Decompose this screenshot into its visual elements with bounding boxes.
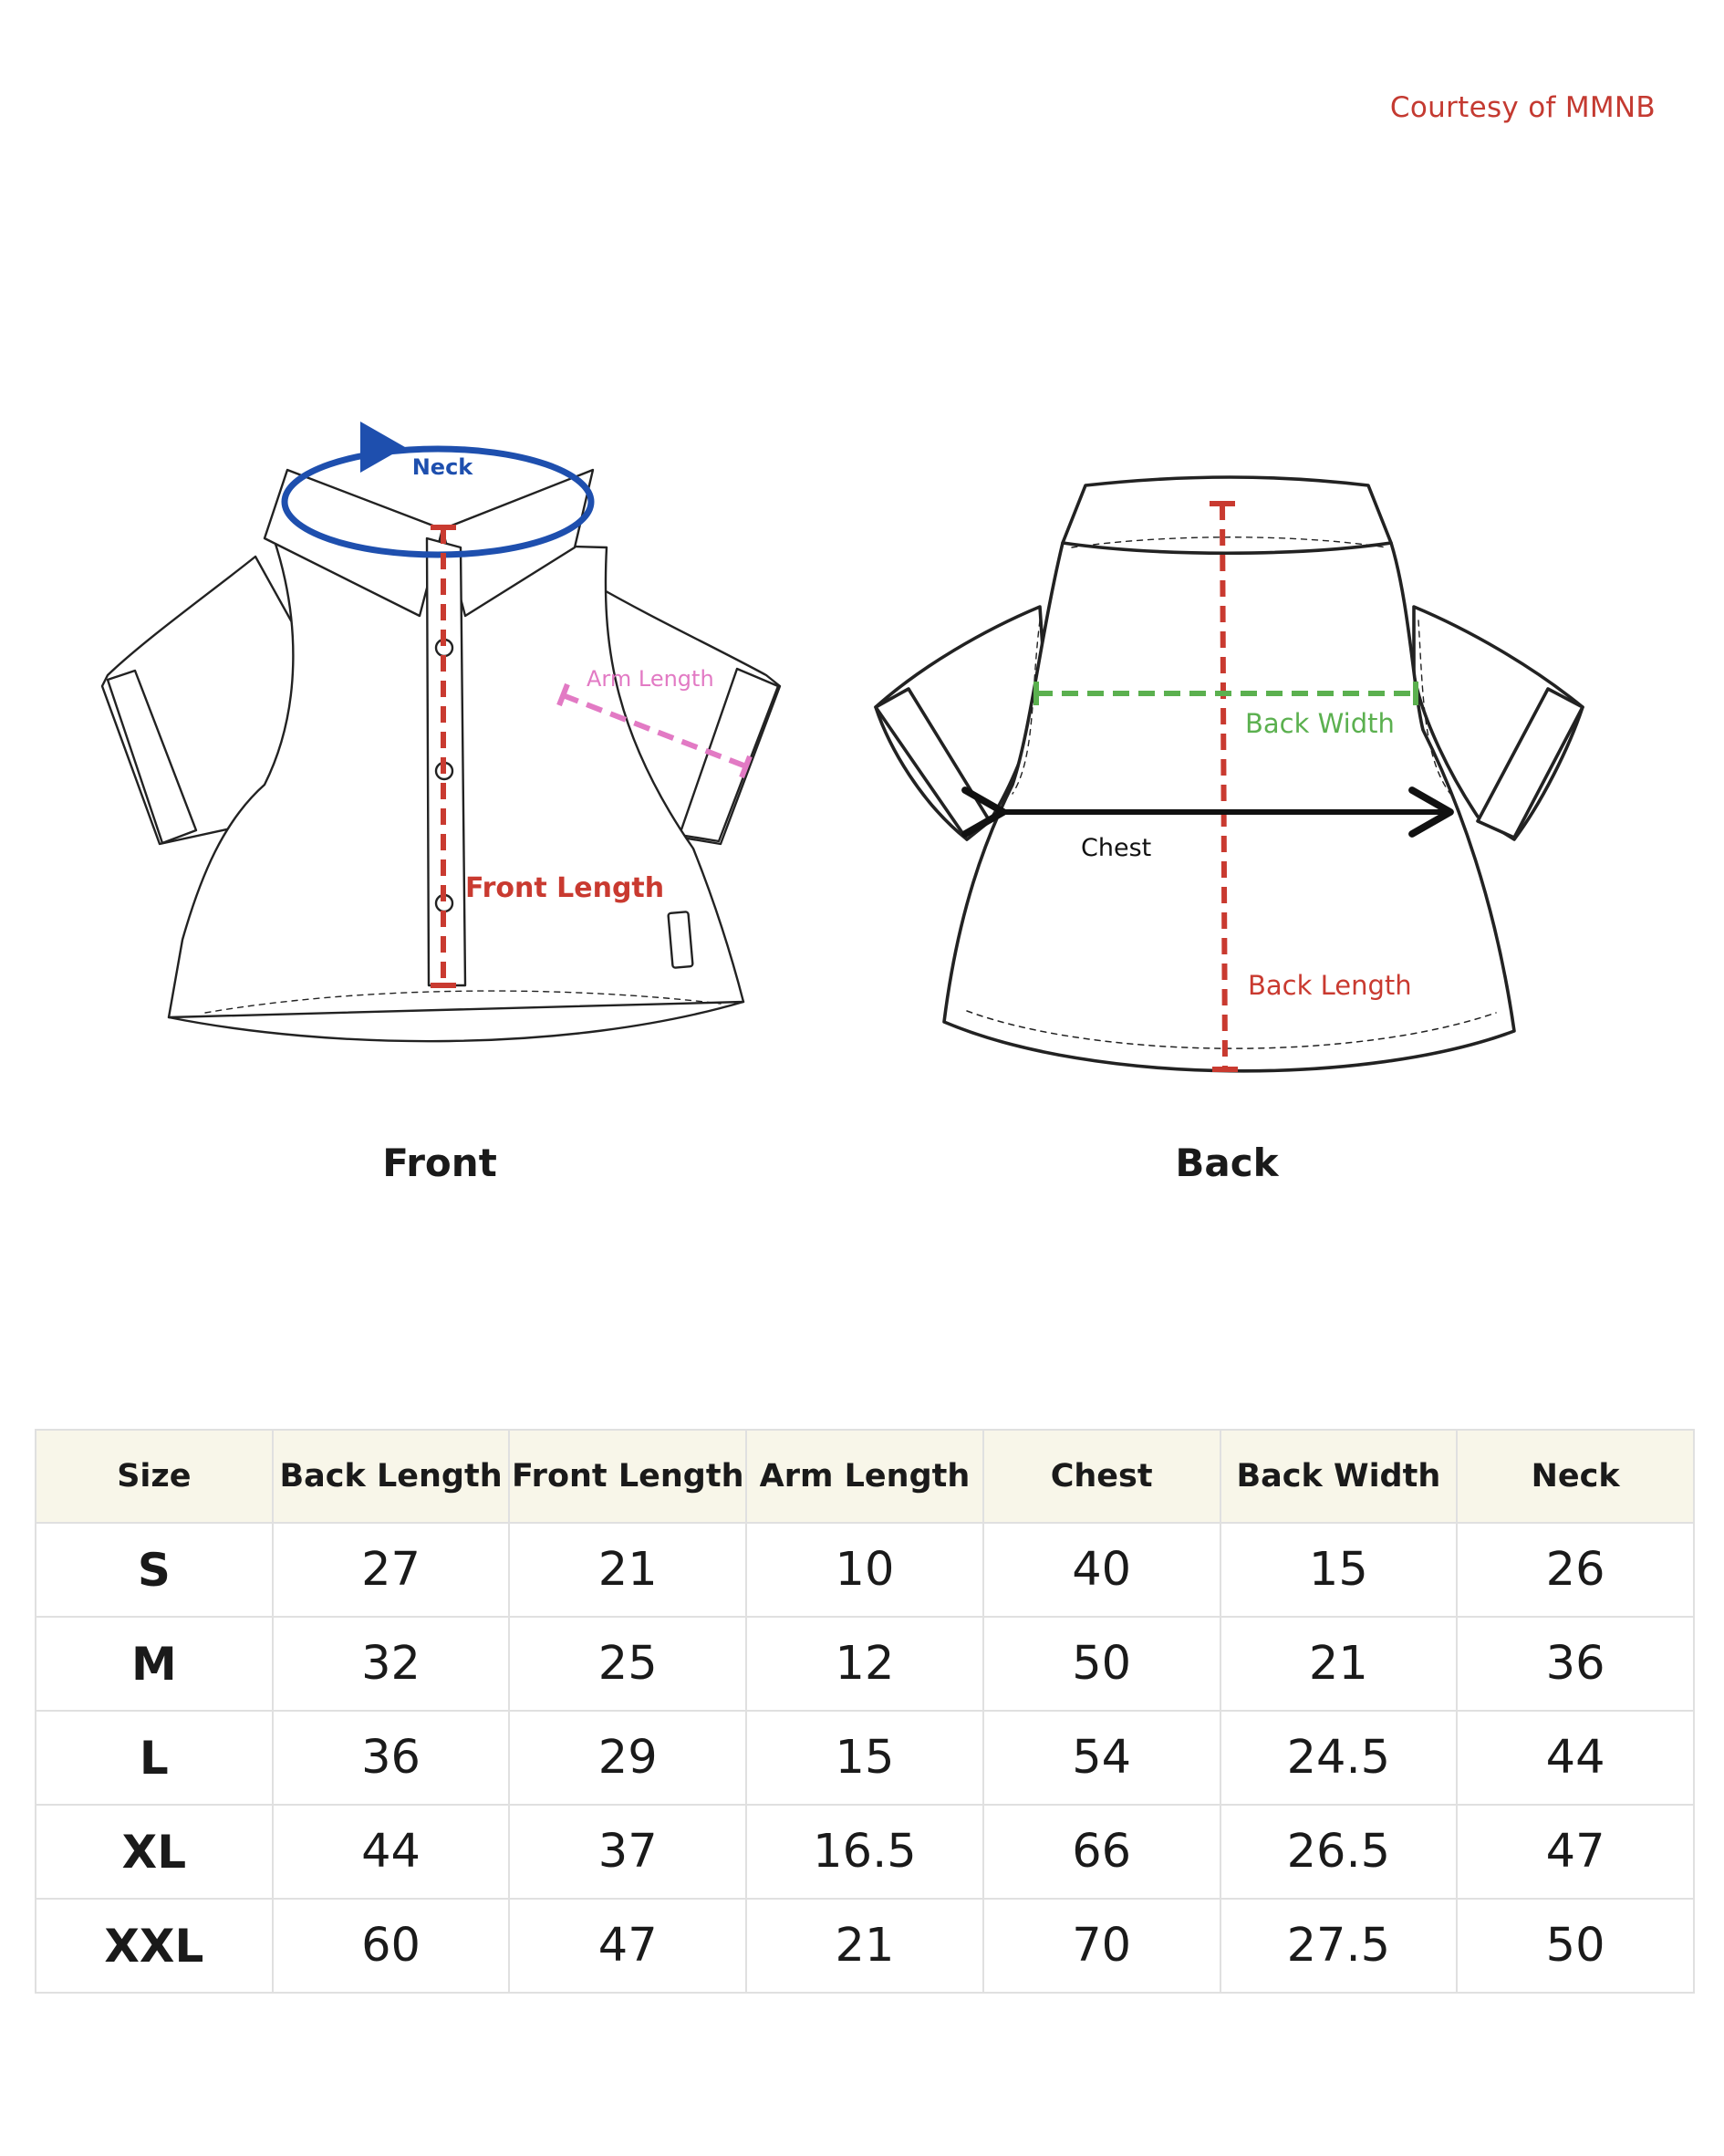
table-header-row [36, 1430, 1694, 1523]
table-cell: 21 [746, 1899, 983, 1993]
table-cell: 36 [1457, 1617, 1694, 1711]
size-cell: S [36, 1523, 273, 1617]
courtesy-credit: Courtesy of MMNB [1389, 91, 1656, 124]
table-cell: 32 [273, 1617, 510, 1711]
header-size: Size [36, 1430, 273, 1523]
table-cell: 60 [273, 1899, 510, 1993]
table-row [36, 1805, 1694, 1899]
back-view-label: Back [1175, 1140, 1279, 1185]
back-width-label: Back Width [1245, 708, 1395, 739]
table-cell: 50 [983, 1617, 1220, 1711]
table-cell: 50 [1457, 1899, 1694, 1993]
header-back-length: Back Length [273, 1430, 510, 1523]
table-row [36, 1617, 1694, 1711]
table-cell: 10 [746, 1523, 983, 1617]
table-row [36, 1523, 1694, 1617]
back-length-label: Back Length [1248, 970, 1412, 1001]
table-cell: 26.5 [1220, 1805, 1458, 1899]
table-cell: 37 [509, 1805, 746, 1899]
table-cell: 25 [509, 1617, 746, 1711]
table-cell: 12 [746, 1617, 983, 1711]
table-cell: 44 [1457, 1711, 1694, 1805]
table-cell: 16.5 [746, 1805, 983, 1899]
table-row [36, 1899, 1694, 1993]
header-front-length: Front Length [509, 1430, 746, 1523]
table-cell: 54 [983, 1711, 1220, 1805]
table-cell: 29 [509, 1711, 746, 1805]
header-arm-length: Arm Length [746, 1430, 983, 1523]
table-row [36, 1711, 1694, 1805]
header-neck: Neck [1457, 1430, 1694, 1523]
arm-length-label: Arm Length [587, 666, 714, 692]
table-cell: 15 [746, 1711, 983, 1805]
chest-label: Chest [1081, 834, 1152, 862]
header-chest: Chest [983, 1430, 1220, 1523]
table-cell: 66 [983, 1805, 1220, 1899]
size-cell: M [36, 1617, 273, 1711]
front-view-label: Front [382, 1140, 497, 1185]
back-shirt-illustration [876, 477, 1583, 1071]
table-cell: 27.5 [1220, 1899, 1458, 1993]
table-cell: 44 [273, 1805, 510, 1899]
size-cell: XL [36, 1805, 273, 1899]
size-chart-table [35, 1429, 1695, 1994]
table-cell: 26 [1457, 1523, 1694, 1617]
table-cell: 40 [983, 1523, 1220, 1617]
table-cell: 27 [273, 1523, 510, 1617]
table-cell: 47 [1457, 1805, 1694, 1899]
header-back-width: Back Width [1220, 1430, 1458, 1523]
table-cell: 36 [273, 1711, 510, 1805]
table-cell: 70 [983, 1899, 1220, 1993]
size-cell: L [36, 1711, 273, 1805]
table-cell: 21 [509, 1523, 746, 1617]
size-cell: XXL [36, 1899, 273, 1993]
front-length-label: Front Length [465, 872, 665, 904]
neck-label: Neck [411, 454, 473, 480]
table-cell: 24.5 [1220, 1711, 1458, 1805]
table-cell: 47 [509, 1899, 746, 1993]
table-cell: 21 [1220, 1617, 1458, 1711]
table-cell: 15 [1220, 1523, 1458, 1617]
